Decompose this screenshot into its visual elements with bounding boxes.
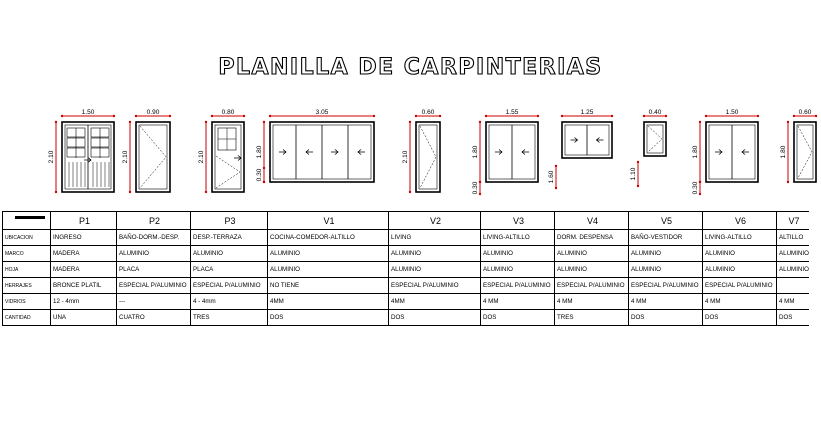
elev-p2-swing-symbol xyxy=(140,126,166,188)
table-cell: LIVING-ALTILLO xyxy=(481,230,555,246)
table-cell: ALUMINIO xyxy=(481,262,555,278)
table-cell: TRES xyxy=(555,310,629,326)
elev-v3-slide-arrow xyxy=(522,150,529,155)
page-title: PLANILLA DE CARPINTERIAS xyxy=(218,55,603,80)
elev-v3-sill-vdim-label: 0.30 xyxy=(472,181,479,195)
elev-v6-width-label: 1.50 xyxy=(725,109,739,116)
table-cell: ALUMINIO xyxy=(777,246,809,262)
elev-v1-slide-arrow xyxy=(306,150,313,155)
elev-p2-inner-frame xyxy=(139,125,167,189)
elev-v7-swing-symbol xyxy=(798,126,812,178)
table-cell xyxy=(777,278,809,294)
row-label: HOJA xyxy=(3,262,51,278)
column-header-v7: V7 xyxy=(777,212,809,230)
table-cell: ALUMINIO xyxy=(629,262,703,278)
table-cell: MADERA xyxy=(51,262,117,278)
elev-v4-sill-vdim-label: 1.60 xyxy=(548,170,555,184)
row-label: UBICACION xyxy=(3,230,51,246)
elev-p2-width-label: 0.90 xyxy=(146,109,160,116)
table-cell: PLACA xyxy=(191,262,268,278)
elev-p3-vdim-label: 2.10 xyxy=(198,150,205,164)
elev-v1-vdim-label: 1.80 xyxy=(256,145,263,159)
elev-p3-inner-frame xyxy=(215,125,241,189)
elev-v1-width-label: 3.05 xyxy=(315,109,329,116)
table-cell: TRES xyxy=(191,310,268,326)
table-cell: 4 MM xyxy=(555,294,629,310)
table-cell: 4 MM xyxy=(777,294,809,310)
elev-v7-vdim-label: 1.80 xyxy=(780,145,787,159)
table-cell: COCINA-COMEDOR-ALTILLO xyxy=(268,230,389,246)
table-cell: ALUMINIO xyxy=(117,246,191,262)
elev-p3-slide-arrow xyxy=(234,156,241,161)
elev-p1-slide-arrow xyxy=(84,158,91,163)
table-cell: ALUMINIO xyxy=(555,262,629,278)
column-header-v1: V1 xyxy=(268,212,389,230)
row-label: HERRAJES xyxy=(3,278,51,294)
elev-v1-slide-arrow xyxy=(358,150,365,155)
elev-p3-width-label: 0.80 xyxy=(221,109,235,116)
table-cell: ALUMINIO xyxy=(268,262,389,278)
table-cell: ESPECIAL P/ALUMINIO xyxy=(389,278,481,294)
elev-v4-slide-arrow xyxy=(597,138,604,143)
column-header-v5: V5 xyxy=(629,212,703,230)
elev-v6-vdim-label: 1.80 xyxy=(692,145,699,159)
table-row xyxy=(3,310,809,326)
table-cell: DOS xyxy=(629,310,703,326)
table-cell: ESPECIAL P/ALUMINIO xyxy=(481,278,555,294)
table-cell: ALUMINIO xyxy=(191,246,268,262)
table-cell: ALUMINIO xyxy=(777,262,809,278)
table-cell: INGRESO xyxy=(51,230,117,246)
table-cell: DESP.-TERRAZA xyxy=(191,230,268,246)
schedule-table xyxy=(2,211,809,326)
table-row xyxy=(3,230,809,246)
row-label: MARCO xyxy=(3,246,51,262)
table-cell: DOS xyxy=(777,310,809,326)
table-cell: LIVING xyxy=(389,230,481,246)
table-cell: ALTILLO xyxy=(777,230,809,246)
table-cell: UNA xyxy=(51,310,117,326)
row-label: VIDRIOS xyxy=(3,294,51,310)
table-cell: DOS xyxy=(481,310,555,326)
elev-p2-outer-frame xyxy=(136,122,170,192)
elev-v2-inner-frame xyxy=(419,125,437,189)
elev-p1-width-label: 1.50 xyxy=(81,109,95,116)
table-cell: ALUMINIO xyxy=(703,246,777,262)
table-cell: BAÑO-DORM.-DESP. xyxy=(117,230,191,246)
elev-v3-width-label: 1.55 xyxy=(505,109,519,116)
table-cell: BAÑO-VESTIDOR xyxy=(629,230,703,246)
table-cell: 4MM xyxy=(389,294,481,310)
table-cell: LIVING-ALTILLO xyxy=(703,230,777,246)
table-cell: 4 MM xyxy=(481,294,555,310)
elev-v5-sill-vdim-label: 1.10 xyxy=(630,167,637,181)
elev-v1-sill-vdim-label: 0.30 xyxy=(256,168,263,182)
elev-p3-swing-symbol xyxy=(216,156,240,188)
table-row xyxy=(3,246,809,262)
elev-v5-swing-symbol xyxy=(648,126,662,152)
table-cell: DOS xyxy=(268,310,389,326)
table-cell: ALUMINIO xyxy=(555,246,629,262)
elev-v7-inner-frame xyxy=(797,125,813,179)
table-cell: DOS xyxy=(389,310,481,326)
elev-v2-swing-symbol xyxy=(420,126,436,188)
table-cell: ALUMINIO xyxy=(629,246,703,262)
elev-v6-slide-arrow xyxy=(742,150,749,155)
table-cell: MADERA xyxy=(51,246,117,262)
elev-v5-inner-frame xyxy=(647,125,663,153)
elev-v4-width-label: 1.25 xyxy=(580,109,594,116)
table-cell: NO TIENE xyxy=(268,278,389,294)
elevations-drawing xyxy=(0,0,821,205)
column-header-p3: P3 xyxy=(191,212,268,230)
elev-v5-width-label: 0.40 xyxy=(648,109,662,116)
table-cell: DORM. DESPENSA xyxy=(555,230,629,246)
elev-v3-slide-arrow xyxy=(495,150,502,155)
elev-v1-slide-arrow xyxy=(331,150,338,155)
column-header-p1: P1 xyxy=(51,212,117,230)
table-cell: ALUMINIO xyxy=(481,246,555,262)
table-cell: 4 MM xyxy=(629,294,703,310)
column-header-v3: V3 xyxy=(481,212,555,230)
table-cell: ALUMINIO xyxy=(703,262,777,278)
table-cell: 4 - 4mm xyxy=(191,294,268,310)
column-header-p2: P2 xyxy=(117,212,191,230)
elev-v2-vdim-label: 2.10 xyxy=(402,150,409,164)
table-corner xyxy=(3,212,51,230)
elev-v2-width-label: 0.60 xyxy=(421,109,435,116)
elev-v4-slide-arrow xyxy=(571,138,578,143)
table-cell: ALUMINIO xyxy=(389,262,481,278)
table-cell: PLACA xyxy=(117,262,191,278)
table-cell: ESPECIAL P/ALUMINIO xyxy=(629,278,703,294)
table-cell: 4 MM xyxy=(703,294,777,310)
table-cell: CUATRO xyxy=(117,310,191,326)
elev-v1-slide-arrow xyxy=(279,150,286,155)
table-cell: 4MM xyxy=(268,294,389,310)
table-cell: BRONCE PLATIL xyxy=(51,278,117,294)
table-cell: ESPECIAL P/ALUMINIO xyxy=(117,278,191,294)
elev-p1-vdim-label: 2.10 xyxy=(48,150,55,164)
elev-v6-sill-vdim-label: 0.30 xyxy=(692,181,699,195)
table-cell: ESPECIAL P/ALUMINIO xyxy=(191,278,268,294)
table-cell: 12 - 4mm xyxy=(51,294,117,310)
table-cell: ESPECIAL P/ALUMINIO xyxy=(703,278,777,294)
table-row xyxy=(3,278,809,294)
table-cell: ALUMINIO xyxy=(389,246,481,262)
table-cell: ALUMINIO xyxy=(268,246,389,262)
table-cell: ESPECIAL P/ALUMINIO xyxy=(555,278,629,294)
elev-v7-width-label: 0.60 xyxy=(798,109,812,116)
column-header-v6: V6 xyxy=(703,212,777,230)
table-row xyxy=(3,294,809,310)
elev-v3-vdim-label: 1.80 xyxy=(472,145,479,159)
column-header-v4: V4 xyxy=(555,212,629,230)
table-header-row xyxy=(3,212,809,230)
table-row xyxy=(3,262,809,278)
table-cell: --- xyxy=(117,294,191,310)
table-cell: DOS xyxy=(703,310,777,326)
elev-v2-outer-frame xyxy=(416,122,440,192)
elev-p2-vdim-label: 2.10 xyxy=(122,150,129,164)
column-header-v2: V2 xyxy=(389,212,481,230)
row-label: CANTIDAD xyxy=(3,310,51,326)
elev-v6-slide-arrow xyxy=(715,150,722,155)
